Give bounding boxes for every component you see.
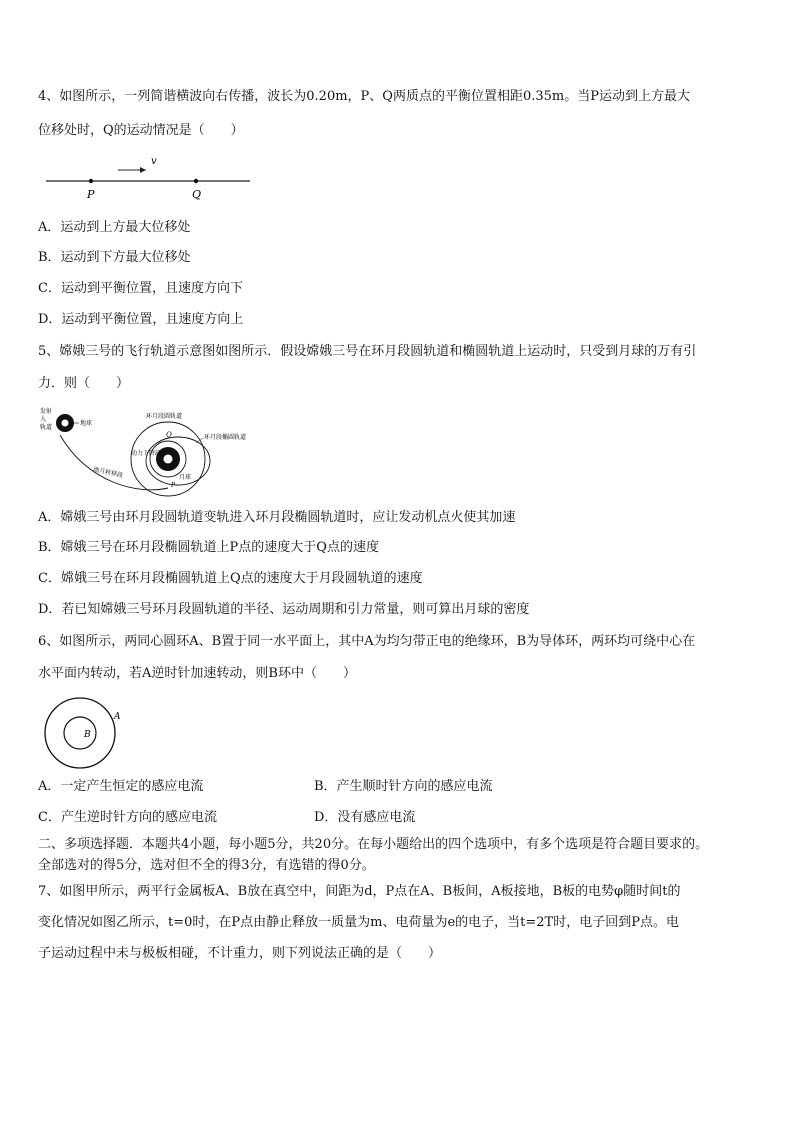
point-p xyxy=(89,179,93,183)
section2-heading-line2: 全部选对的得5分，选对但不全的得3分，有选错的得0分。 xyxy=(38,858,375,873)
q7-stem-line2: 变化情况如图乙所示，t=0时，在P点由静止释放一质量为m、电荷量为e的电子，当t=2T时，电子回到P点。电 xyxy=(38,915,679,930)
descent-label: 动力下降段 xyxy=(131,450,162,457)
q7-stem-line1: 7、如图甲所示，两平行金属板A、B放在真空中，间距为d，P点在A、B板间，A板接地，B板的电势φ随时间t的 xyxy=(38,884,681,899)
point-q-label: Q xyxy=(192,188,202,201)
q4-wave-figure xyxy=(40,150,260,206)
launch-label: 发射入轨道 xyxy=(40,408,53,431)
q4-stem-line1: 4、如图所示，一列简谐横波向右传播，波长为0.20m，P、Q两质点的平衡位置相距0.35m。当P运动到上方最大 xyxy=(38,89,690,104)
q6-stem-line2: 水平面内转动，若A逆时针加速转动，则B环中（ ） xyxy=(38,666,356,681)
q5-option-d: D．若已知嫦娥三号环月段圆轨道的半径、运动周期和引力常量，则可算出月球的密度 xyxy=(38,602,530,617)
q5-stem-line2: 力．则（ ） xyxy=(38,376,130,391)
q5-option-b: B．嫦娥三号在环月段椭圆轨道上P点的速度大于Q点的速度 xyxy=(38,540,379,555)
q6-option-d: D．没有感应电流 xyxy=(314,810,416,825)
q5-orbit-figure xyxy=(38,403,268,498)
velocity-label: v xyxy=(151,156,157,167)
q5-option-a: A．嫦娥三号由环月段圆轨道变轨进入环月段椭圆轨道时，应让发动机点火使其加速 xyxy=(38,510,516,525)
q6-option-b: B．产生顺时针方向的感应电流 xyxy=(314,779,493,794)
ring-b xyxy=(64,717,96,749)
transfer-trajectory xyxy=(60,435,168,490)
q6-option-c: C．产生逆时针方向的感应电流 xyxy=(38,810,217,825)
q6-rings-figure xyxy=(38,695,134,773)
circle-orbit-label: 环月段圆轨道 xyxy=(146,413,183,420)
q5-stem-line1: 5、嫦娥三号的飞行轨道示意图如图所示．假设嫦娥三号在环月段圆轨道和椭圆轨道上运动时，只受到月球的万有引 xyxy=(38,344,697,359)
moon-core xyxy=(164,455,173,464)
section2-heading-line1: 二、多项选择题．本题共4小题，每小题5分，共20分。在每小题给出的四个选项中，有多个选项是符合题目要求的。 xyxy=(38,837,709,852)
q4-option-d: D．运动到平衡位置，且速度方向上 xyxy=(38,312,244,327)
point-q xyxy=(194,179,198,183)
point-p-label: P xyxy=(87,188,95,201)
q4-option-c: C．运动到平衡位置，且速度方向下 xyxy=(38,281,243,296)
earth-label: 地球 xyxy=(80,420,93,427)
point-q-label: Q xyxy=(166,431,172,439)
q6-stem-line1: 6、如图所示，两同心圆环A、B置于同一水平面上，其中A为均匀带正电的绝缘环，B为导体环，两环均可绕中心在 xyxy=(38,634,696,649)
q7-stem-line3: 子运动过程中未与极板相碰，不计重力，则下列说法正确的是（ ） xyxy=(38,946,442,961)
q6-option-a: A．一定产生恒定的感应电流 xyxy=(38,779,204,794)
earth-core xyxy=(62,420,69,427)
ring-a xyxy=(45,698,115,768)
q5-option-c: C．嫦娥三号在环月段椭圆轨道上Q点的速度大于月段圆轨道的速度 xyxy=(38,571,423,586)
arrow-head-icon xyxy=(140,167,146,173)
ring-b-label: B xyxy=(84,730,91,740)
q4-option-b: B．运动到下方最大位移处 xyxy=(38,250,191,265)
q4-stem-line2: 位移处时，Q的运动情况是（ ） xyxy=(38,123,244,138)
q4-option-a: A．运动到上方最大位移处 xyxy=(38,220,191,235)
transfer-label: 地月转移段 xyxy=(92,466,124,480)
moon-label: 月球 xyxy=(179,474,192,481)
ellipse-orbit-label: 环月段椭圆轨道 xyxy=(204,434,247,441)
point-p-label: P xyxy=(171,482,176,489)
ring-a-label: A xyxy=(114,712,121,722)
